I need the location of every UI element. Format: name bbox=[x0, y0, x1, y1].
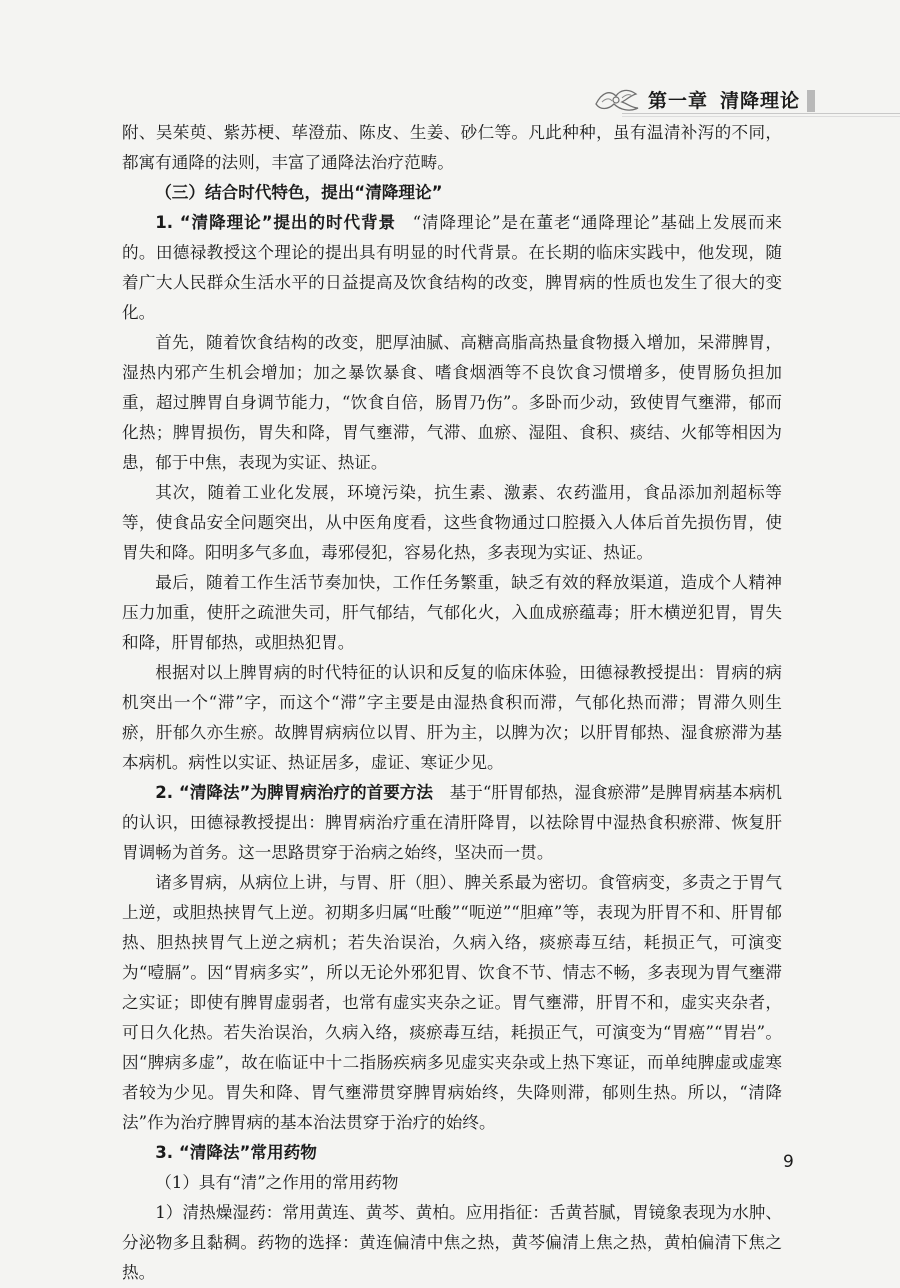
header-marker-bar bbox=[807, 90, 815, 112]
chapter-number: 第一章 bbox=[648, 90, 709, 112]
paragraph-text: 基于“肝胃郁热，湿食瘀滞”是脾胃病基本病机的认识，田德禄教授提出：脾胃病治疗重在清肝降胃，以祛除胃中湿热食积瘀滞、恢复肝胃调畅为首务。这一思路贯穿于治病之始终，坚决而一贯。 bbox=[122, 783, 783, 862]
paragraph-1 bbox=[122, 208, 782, 328]
paragraph-text: 其次，随着工业化发展，环境污染，抗生素、激素、农药滥用，食品添加剂超标等等，使食品安全问题突出，从中医角度看，这些食物通过口腔摄入人体后首先损伤胃，使胃失和降。阳明多气多血，毒邪侵犯，容易化热，多表现为实证、热证。 bbox=[122, 483, 782, 562]
paragraph-heat-clearing-drugs bbox=[122, 1198, 782, 1288]
paragraph-text: “清降理论”是在董老“通降理论”基础上发展而来的。田德禄教授这个理论的提出具有明显的时代背景。在长期的临床实践中，他发现，随着广大人民群众生活水平的日益提高及饮食结构的改变，脾胃病的性质也发生了很大的变化。 bbox=[122, 213, 782, 322]
paragraph-text: 诸多胃病，从病位上讲，与胃、肝（胆）、脾关系最为密切。食管病变，多责之于胃气上逆，或胆热挟胃气上逆。初期多归属“吐酸”“呃逆”“胆瘅”等，表现为肝胃不和、肝胃郁热、胆热挟胃气上逆之病机；若失治误治，久病入络，痰瘀毒互结，耗损正气，可演变为“噎膈”。因“胃病多实”，所以无论外邪犯胃、饮食不节、情志不畅，多表现为胃气壅滞之实证；即使有脾胃虚弱者，也常有虚实夹杂之证。胃气壅滞，肝胃不和，虚实夹杂者，可日久化热。若失治误治，久病入络，痰瘀毒互结，耗损正气，可演变为“胃癌”“胃岩”。因“脾病多虚”，故在临证中十二指肠疾病多见虚实夹杂或上热下寒证，而单纯脾虚或虚寒者较为少见。胃失和降、胃气壅滞贯穿脾胃病始终，失降则滞，郁则生热。所以，“清降法”作为治疗脾胃病的基本治法贯穿于治疗的始终。 bbox=[122, 873, 782, 1132]
chapter-title: 清降理论 bbox=[720, 90, 801, 112]
inline-heading: 3. “清降法”常用药物 bbox=[155, 1143, 317, 1162]
paragraph-text: （1）具有“清”之作用的常用药物 bbox=[155, 1173, 399, 1192]
section-heading-text: （三）结合时代特色，提出“清降理论” bbox=[155, 183, 443, 202]
page-number: 9 bbox=[783, 1152, 794, 1172]
paragraph-continuation bbox=[122, 118, 782, 178]
paragraph-2 bbox=[122, 778, 782, 868]
section-heading-common-drugs bbox=[122, 1138, 782, 1168]
section-heading-3 bbox=[122, 178, 782, 208]
paragraph-text: 最后，随着工作生活节奏加快，工作任务繁重，缺乏有效的释放渠道，造成个人精神压力加重，使肝之疏泄失司，肝气郁结，气郁化火，入血成瘀蕴毒；肝木横逆犯胃，胃失和降，肝胃郁热，或胆热犯胃。 bbox=[122, 573, 782, 652]
paragraph-stomach-diseases bbox=[122, 868, 782, 1138]
inline-heading: 1. “清降理论”提出的时代背景 bbox=[155, 213, 396, 232]
inline-heading: 2. “清降法”为脾胃病治疗的首要方法 bbox=[155, 783, 434, 802]
paragraph-first bbox=[122, 328, 782, 478]
paragraph-last bbox=[122, 568, 782, 658]
paragraph-text: 首先，随着饮食结构的改变，肥厚油腻、高糖高脂高热量食物摄入增加，呆滞脾胃，湿热内邪产生机会增加；加之暴饮暴食、嗜食烟酒等不良饮食习惯增多，使胃肠负担加重，超过脾胃自身调节能力，“饮食自倍，肠胃乃伤”。多卧而少动，致使胃气壅滞，郁而化热；脾胃损伤，胃失和降，胃气壅滞，气滞、血瘀、湿阻、食积、痰结、火郁等相因为患，郁于中焦，表现为实证、热证。 bbox=[122, 333, 782, 472]
paragraph-conclusion bbox=[122, 658, 782, 778]
chapter-heading bbox=[648, 86, 800, 113]
paragraph-second bbox=[122, 478, 782, 568]
running-header bbox=[592, 82, 900, 122]
floral-ornament-icon bbox=[592, 84, 642, 114]
paragraph-text: 附、吴茱萸、紫苏梗、荜澄茄、陈皮、生姜、砂仁等。凡此种种，虽有温清补泻的不同，都寓有通降的法则，丰富了通降法治疗范畴。 bbox=[122, 123, 782, 172]
header-rule-secondary bbox=[622, 116, 900, 117]
subheading-clearing-drugs bbox=[122, 1168, 782, 1198]
header-rule bbox=[622, 113, 900, 114]
body-text bbox=[122, 118, 782, 1288]
paragraph-text: 1）清热燥湿药：常用黄连、黄芩、黄柏。应用指征：舌黄苔腻，胃镜象表现为水肿、分泌物多且黏稠。药物的选择：黄连偏清中焦之热，黄芩偏清上焦之热，黄柏偏清下焦之热。 bbox=[122, 1203, 782, 1282]
paragraph-text: 根据对以上脾胃病的时代特征的认识和反复的临床体验，田德禄教授提出：胃病的病机突出一个“滞”字，而这个“滞”字主要是由湿热食积而滞，气郁化热而滞；胃滞久则生瘀，肝郁久亦生瘀。故脾胃病病位以胃、肝为主，以脾为次；以肝胃郁热、湿食瘀滞为基本病机。病性以实证、热证居多，虚证、寒证少见。 bbox=[122, 663, 782, 772]
